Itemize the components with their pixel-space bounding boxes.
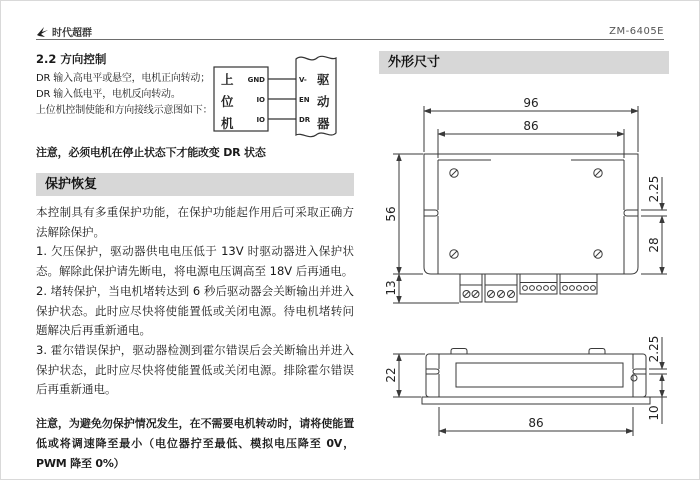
brand-logo-icon: [36, 26, 49, 38]
svg-text:驱: 驱: [317, 72, 330, 87]
dim-slot-width: 2.25: [647, 175, 661, 203]
direction-section-title: 2.2 方向控制: [36, 52, 107, 66]
svg-text:EN: EN: [299, 96, 310, 104]
host-computer-label: [220, 72, 234, 131]
mount-slot-left: [424, 210, 438, 216]
dim-side-base: 10: [647, 405, 661, 421]
direction-line-1: DR 输入高电平或悬空，电机正向转动；: [36, 73, 211, 84]
top-view-outline: [424, 154, 638, 274]
svg-text:DR: DR: [299, 116, 311, 124]
dimension-drawings: [379, 79, 669, 479]
driver-pin-labels: [299, 76, 311, 124]
dim-height: 56: [384, 206, 398, 222]
dimensions-section-header: 外形尺寸: [379, 51, 669, 74]
top-view-dimension-lines: [393, 106, 667, 303]
side-view-outline: [422, 349, 650, 405]
protection-section-header: 保护恢复: [36, 173, 354, 196]
dim-side-height: 22: [384, 367, 398, 383]
header-rule: [36, 39, 664, 40]
dim-outer-width: 96: [523, 96, 539, 110]
svg-text:机: 机: [221, 116, 234, 131]
dim-inner-width: 86: [523, 119, 539, 133]
svg-text:位: 位: [221, 94, 234, 109]
direction-line-2: DR 输入低电平，电机反向转动。: [36, 89, 181, 100]
svg-text:器: 器: [317, 116, 330, 131]
model-number: ZM-6405E: [609, 26, 664, 37]
protection-item-3: 3. 霍尔错误保护，驱动器检测到霍尔错误后会关断输出并进入保护状态，此时应尽快将使能置低或关闭电源。排除霍尔错误后再重新通电。: [36, 342, 354, 397]
mount-slot-right: [624, 210, 638, 216]
direction-line-3: 上位机控制使能和方向接线示意图如下：: [36, 105, 213, 116]
dim-side-width: 86: [528, 416, 544, 430]
svg-text:GND: GND: [247, 76, 265, 84]
dim-slot-to-bottom: 28: [647, 237, 661, 253]
wiring-diagram: [204, 51, 339, 147]
svg-text:IO: IO: [256, 116, 265, 124]
top-view-dimension-labels: [384, 96, 661, 296]
brand-logo: [36, 24, 92, 39]
protection-item-2: 2. 堵转保护，当电机堵转达到 6 秒后驱动器会关断输出并进入保护状态。此时应尽快将使能置低或关闭电源。待电机堵转问题解决后再重新通电。: [36, 283, 354, 338]
host-pin-labels: [248, 76, 266, 124]
driver-label: [316, 72, 330, 131]
protection-intro: 本控制具有多重保护功能，在保护功能起作用后可采取正确方法解除保护。: [36, 205, 354, 239]
protection-note: 注意，为避免勿保护情况发生，在不需要电机转动时，请将使能置低或将调速降至最小（电位器拧至最低、模拟电压降至 0V，PWM 降至 0%）: [36, 417, 354, 471]
corner-screws: [450, 169, 602, 258]
dim-terminal-height: 13: [384, 280, 398, 296]
protection-item-1: 1. 欠压保护，驱动器供电电压低于 13V 时驱动器进入保护状态。解除此保护请先断电，将电源电压调高至 18V 后再通电。: [36, 244, 354, 279]
svg-text:IO: IO: [256, 96, 265, 104]
direction-note: 注意，必须电机在停止状态下才能改变 DR 状态: [36, 146, 266, 159]
terminal-blocks: [460, 274, 597, 302]
svg-text:动: 动: [317, 94, 330, 109]
svg-text:V-: V-: [299, 76, 307, 84]
svg-text:上: 上: [221, 72, 234, 87]
protection-paragraphs: [36, 203, 354, 400]
brand-name: 时代超群: [52, 28, 92, 39]
dim-side-slot: 2.25: [647, 335, 661, 363]
